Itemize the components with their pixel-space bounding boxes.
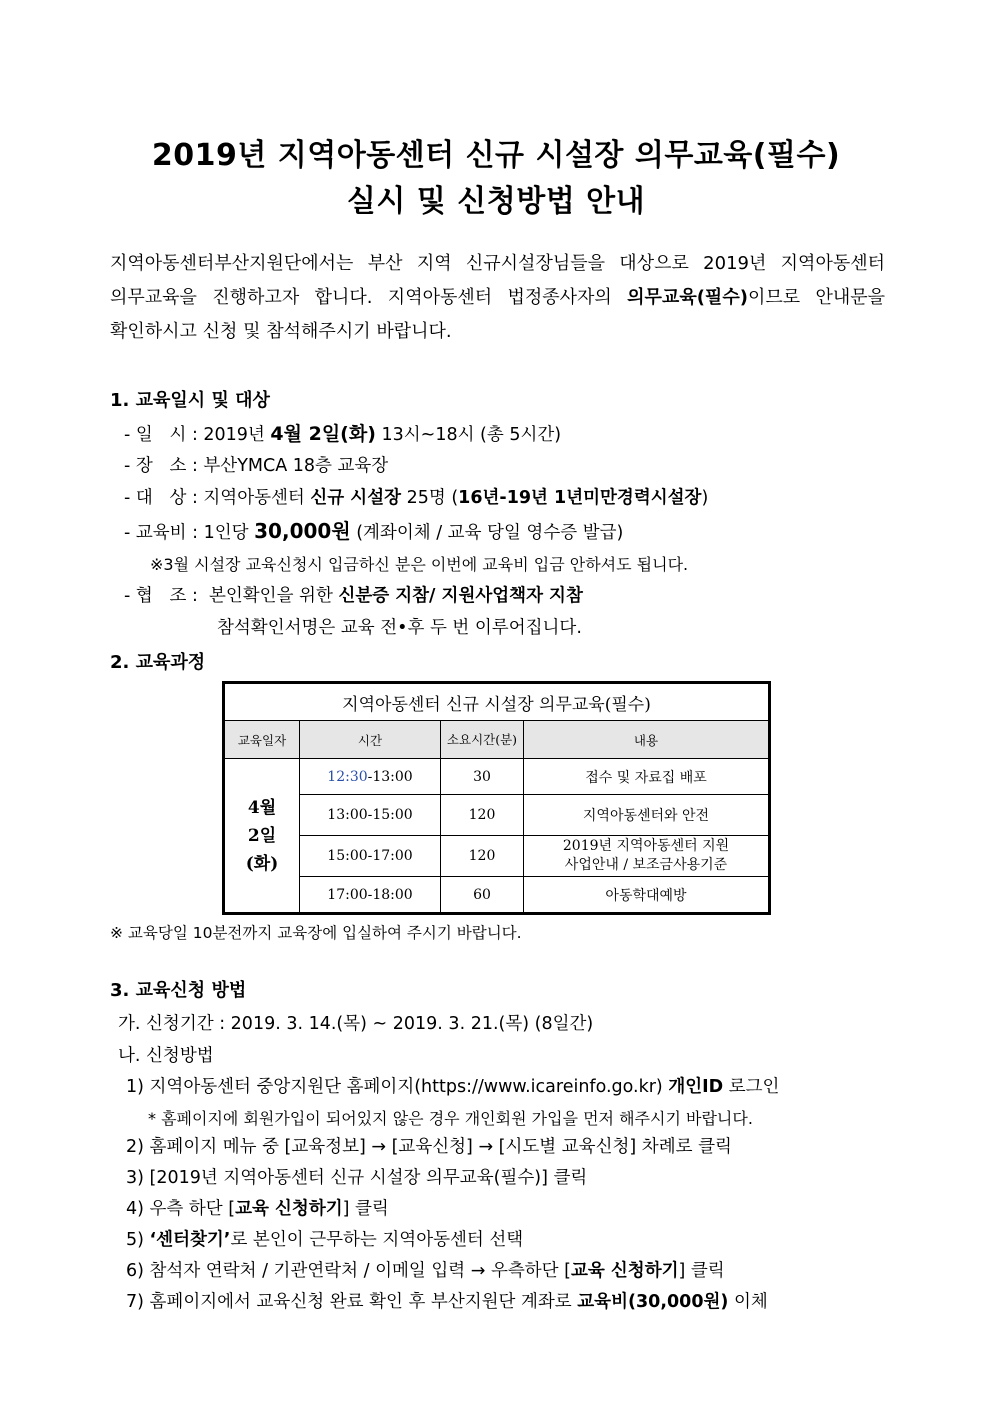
table-date-cell: [225, 759, 300, 913]
info-text: 13시~18시 (총 5시간): [375, 425, 562, 445]
info-text: ): [701, 488, 709, 508]
step-emphasis: 교육 신청하기: [235, 1199, 343, 1219]
step-text: 5): [126, 1230, 150, 1250]
info-coop-2: 참석확인서명은 교육 전•후 두 번 이루어집니다.: [217, 618, 582, 638]
intro-line-3: 확인하시고 신청 및 참석해주시기 바랍니다.: [110, 321, 452, 342]
info-text: 2019년: [203, 425, 271, 445]
table-cell-content: 지역아동센터와 안전: [524, 795, 769, 836]
info-text: 지역아동센터: [203, 488, 311, 508]
table-cell-content: 접수 및 자료집 배포: [524, 759, 769, 795]
table-cell-minutes: 120: [441, 836, 524, 877]
intro-paragraph: [110, 247, 885, 349]
table-note: ※ 교육당일 10분전까지 교육장에 입실하여 주시기 바랍니다.: [110, 924, 522, 942]
info-emphasis: 16년-19년 1년미만경력시설장: [458, 488, 702, 508]
info-emphasis: 신분증 지참/ 지원사업책자 지참: [338, 586, 583, 606]
table-header-time: 시간: [300, 721, 441, 759]
step-text: ] 클릭: [678, 1261, 725, 1281]
info-target: [124, 484, 708, 509]
info-text: 25명 (: [401, 488, 459, 508]
table-cell-time: 13:00-15:00: [300, 795, 441, 836]
content-line: 사업안내 / 보조금사용기준: [564, 857, 728, 873]
step-emphasis: 교육 신청하기: [570, 1261, 679, 1281]
section-3-heading: 3. 교육신청 방법: [110, 980, 247, 1001]
apply-period: 가. 신청기간 : 2019. 3. 14.(목) ~ 2019. 3. 21.(목) (8일간): [118, 1014, 594, 1034]
step-emphasis: 개인ID: [668, 1077, 724, 1097]
table-row: [225, 836, 769, 877]
step-1-note: * 홈페이지에 회원가입이 되어있지 않은 경우 개인회원 가입을 먼저 해주시기 바랍니다.: [148, 1109, 753, 1128]
info-label: - 장 소 :: [124, 456, 204, 476]
apply-method: 나. 신청방법: [118, 1046, 214, 1066]
table-cell-content: [524, 836, 769, 877]
info-place: [124, 452, 388, 477]
intro-text: 이므로 안내문을: [747, 287, 885, 308]
date-month: 4월: [247, 797, 277, 818]
info-emphasis: 30,000원: [254, 519, 351, 543]
schedule-table: [222, 681, 771, 915]
step-3: 3) [2019년 지역아동센터 신규 시설장 의무교육(필수)] 클릭: [126, 1168, 588, 1188]
step-emphasis: ‘센터찾기’: [149, 1230, 231, 1250]
info-coop: [124, 582, 583, 607]
step-7: [126, 1288, 768, 1313]
step-text: 4) 우측 하단 [: [126, 1199, 236, 1219]
info-emphasis: 4월 2일(화): [270, 423, 376, 445]
step-text: 로 본인이 근무하는 지역아동센터 선택: [230, 1230, 524, 1250]
content-line: 2019년 지역아동센터 지원: [562, 838, 730, 854]
step-text: 로그인: [723, 1077, 780, 1097]
info-label: - 대 상 :: [124, 488, 204, 508]
date-day: 2일: [247, 825, 277, 846]
step-4: [126, 1195, 389, 1220]
step-text: 7) 홈페이지에서 교육신청 완료 확인 후 부산지원단 계좌로: [126, 1292, 578, 1312]
table-cell-content: 아동학대예방: [524, 877, 769, 913]
intro-line-1: 지역아동센터부산지원단에서는 부산 지역 신규시설장님들을 대상으로 2019년 지역아동센터: [110, 253, 885, 274]
step-5: [126, 1226, 523, 1251]
time-end: -13:00: [367, 768, 413, 785]
step-6: [126, 1257, 725, 1282]
fee-note: ※3월 시설장 교육신청시 입금하신 분은 이번에 교육비 입금 안하셔도 됩니다.: [150, 555, 689, 574]
info-label: - 협 조 :: [124, 586, 209, 606]
step-1: [126, 1073, 779, 1098]
table-header-minutes: 소요시간(분): [441, 721, 524, 759]
info-text: 본인확인을 위한: [208, 586, 339, 606]
table-header-date: 교육일자: [225, 721, 300, 759]
table-cell-minutes: 30: [441, 759, 524, 795]
table-cell-time: [300, 759, 441, 795]
info-text: 1인당: [203, 523, 255, 543]
section-1-heading: 1. 교육일시 및 대상: [110, 390, 270, 411]
table-cell-time: 17:00-18:00: [300, 877, 441, 913]
info-text: (계좌이체 / 교육 당일 영수증 발급): [350, 523, 624, 543]
section-2-heading: 2. 교육과정: [110, 652, 206, 673]
info-fee: [124, 515, 623, 544]
date-weekday: (화): [245, 853, 279, 874]
intro-text: 의무교육을 진행하고자 합니다. 지역아동센터 법정종사자의: [110, 287, 628, 308]
step-2: 2) 홈페이지 메뉴 중 [교육정보] → [교육신청] → [시도별 교육신청] 차례로 클릭: [126, 1137, 732, 1157]
info-label: - 교육비 :: [124, 523, 204, 543]
step-text: 이체: [728, 1292, 768, 1312]
table-caption: 지역아동센터 신규 시설장 의무교육(필수): [225, 684, 769, 721]
table-row: [225, 759, 769, 795]
table-row: [225, 877, 769, 913]
title-line-2: 실시 및 신청방법 안내: [346, 184, 646, 219]
title-line-1: 2019년 지역아동센터 신규 시설장 의무교육(필수): [151, 138, 841, 173]
time-start: 12:30: [327, 768, 368, 785]
table-cell-time: 15:00-17:00: [300, 836, 441, 877]
intro-line-2: [110, 281, 885, 315]
info-label: - 일 시 :: [124, 425, 204, 445]
table-row: [225, 795, 769, 836]
step-text: 6) 참석자 연락처 / 기관연락처 / 이메일 입력 → 우측하단 [: [126, 1261, 571, 1281]
step-text: 1) 지역아동센터 중앙지원단 홈페이지(https://www.icareinfo.go.kr): [126, 1077, 669, 1097]
table-cell-minutes: 60: [441, 877, 524, 913]
intro-emphasis: 의무교육(필수): [627, 287, 748, 308]
step-emphasis: 교육비(30,000원): [577, 1292, 729, 1312]
step-text: ] 클릭: [342, 1199, 389, 1219]
info-text: 부산YMCA 18층 교육장: [203, 456, 389, 476]
table-header-content: 내용: [524, 721, 769, 759]
info-emphasis: 신규 시설장: [310, 488, 402, 508]
table-cell-minutes: 120: [441, 795, 524, 836]
info-date: [124, 419, 561, 446]
